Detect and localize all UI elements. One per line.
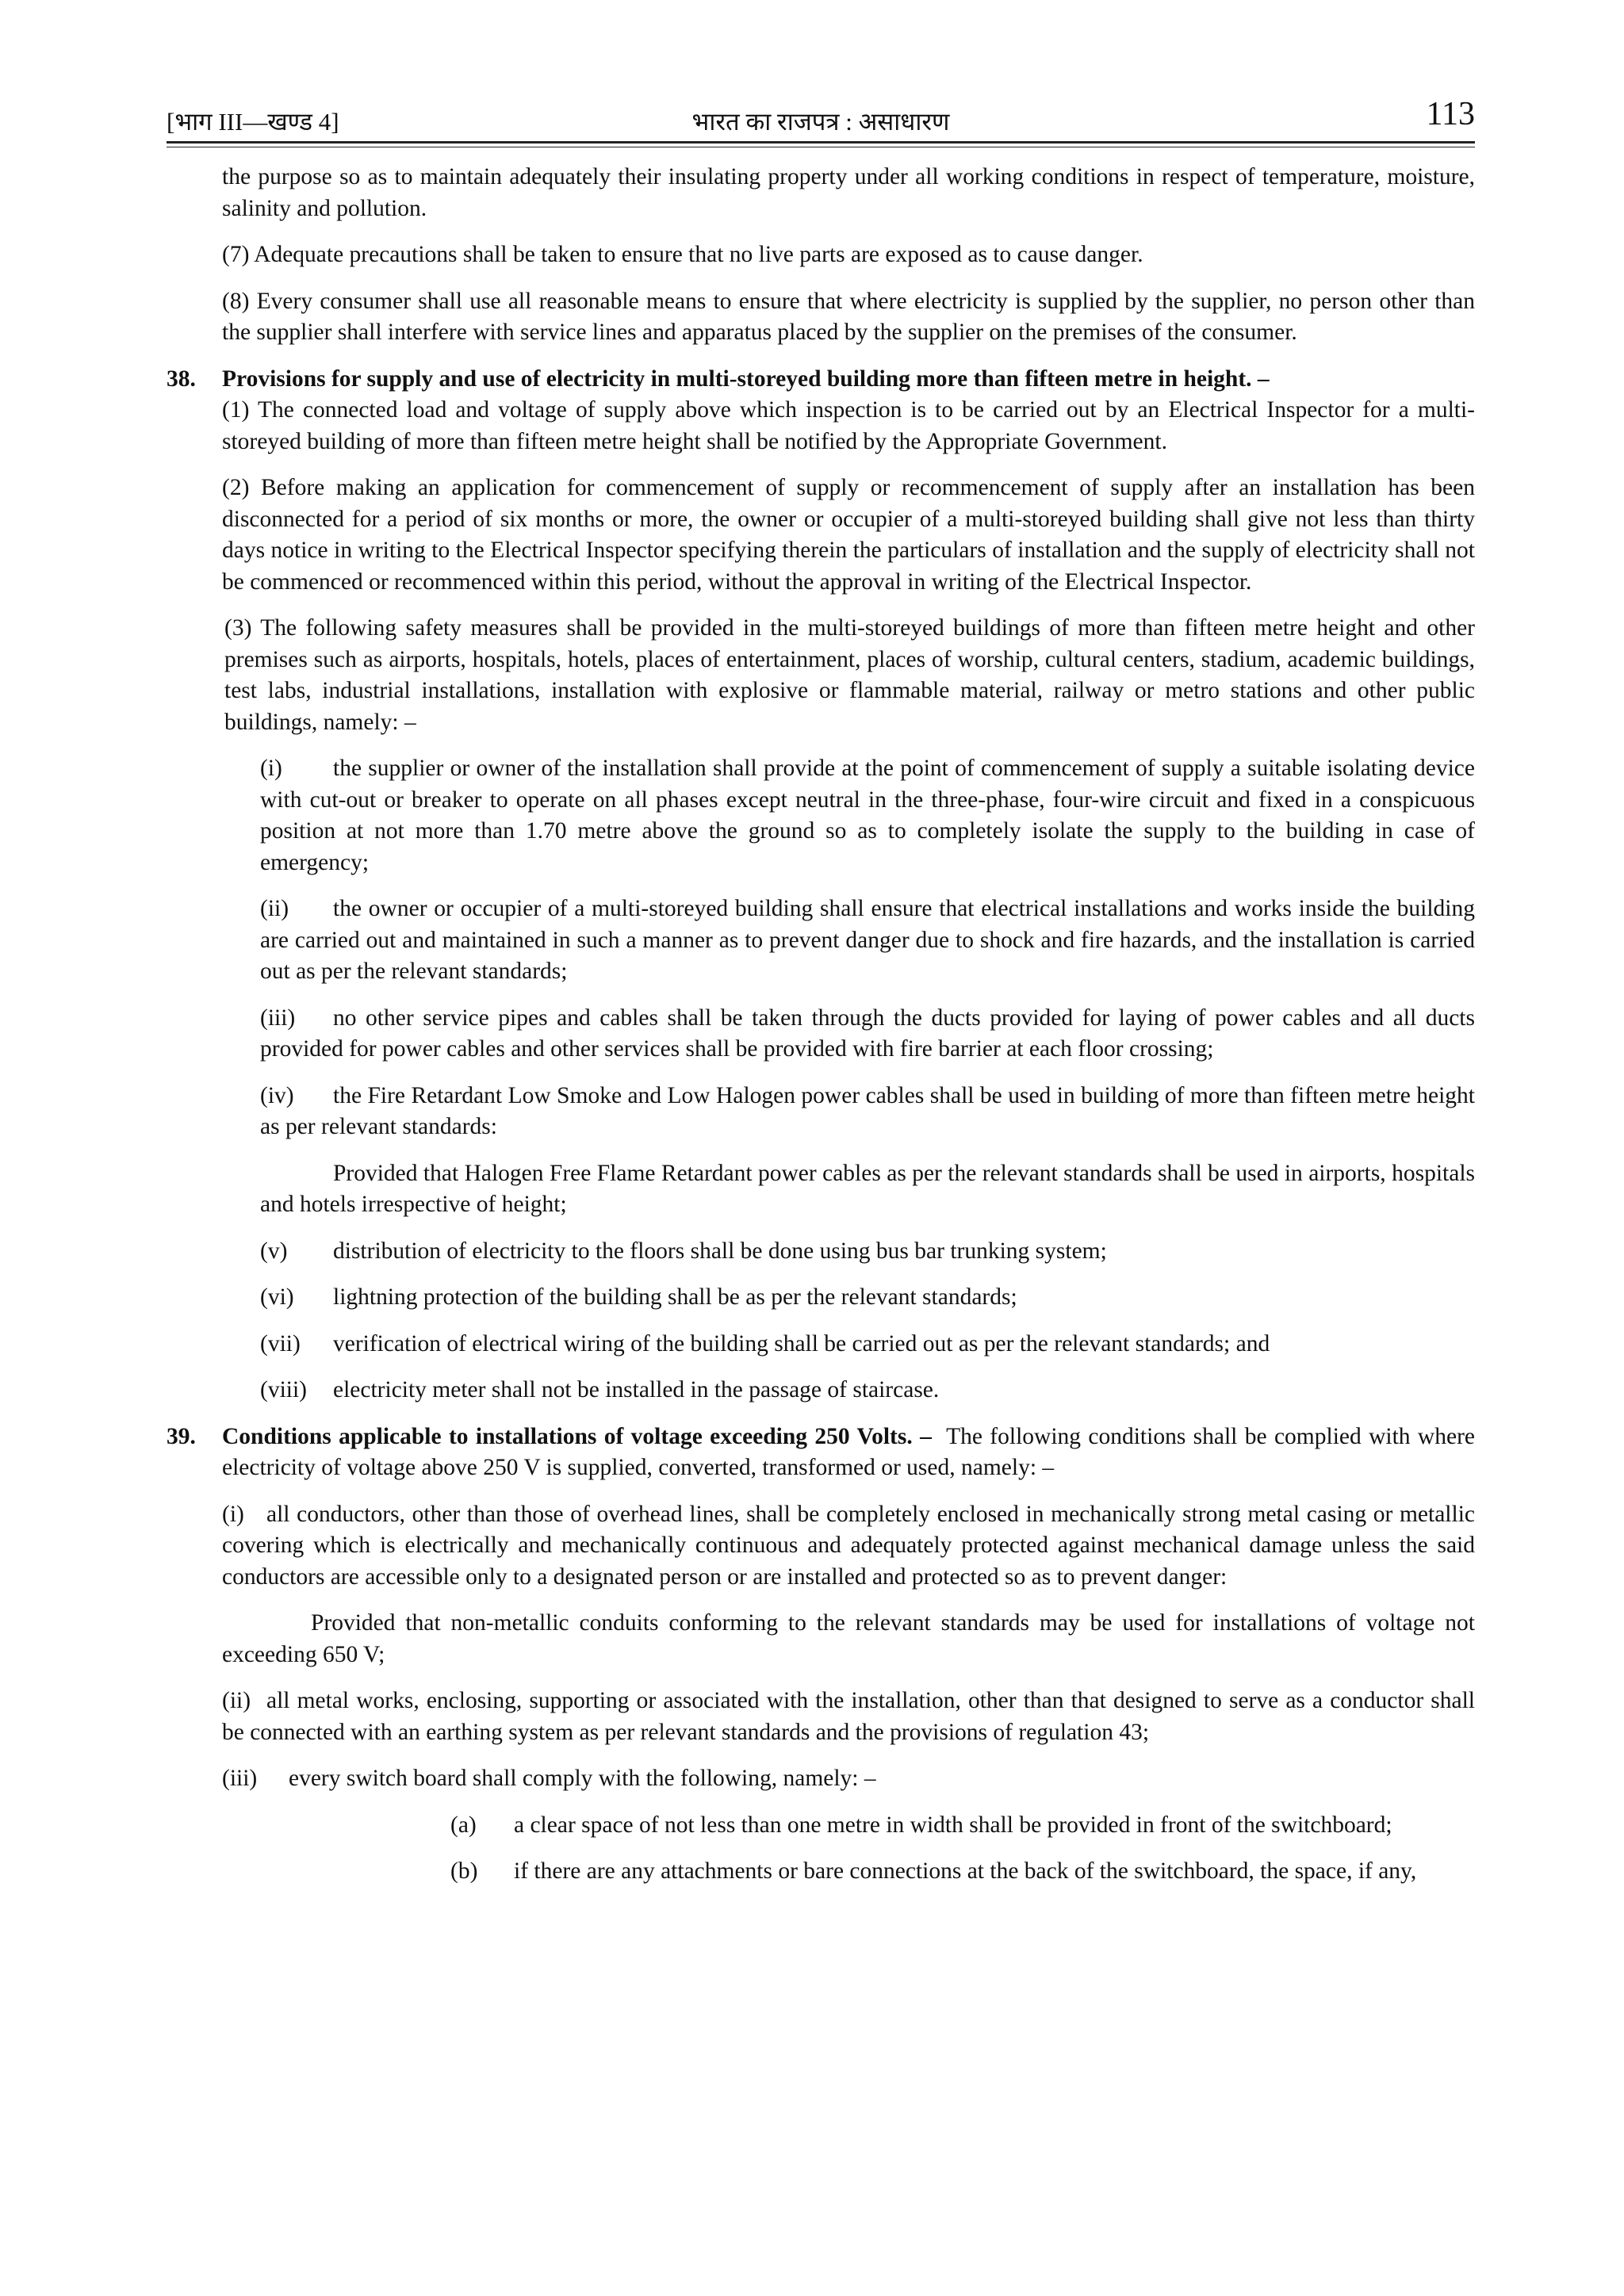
page-number: 113 — [1426, 96, 1475, 132]
item-iv — [260, 1081, 1475, 1143]
s39-item-i — [222, 1499, 1475, 1594]
item-viii-text: electricity meter shall not be installed in the passage of staircase. — [333, 1377, 940, 1402]
item-ii-text: the owner or occupier of a multi-storeyed building shall ensure that electrical installations and works inside the building are carried out and maintained in such a manner as to prevent danger due to shock and fire hazards, and the installation is carried out as per the relevant standards; — [260, 896, 1475, 984]
item-iv-label: (iv) — [260, 1082, 294, 1108]
continued-paragraph: the purpose so as to maintain adequately their insulating property under all working conditions in respect of temperature, moisture, salinity and pollution. — [222, 164, 1475, 221]
item-vii-text: verification of electrical wiring of the building shall be carried out as per the relevant standards; and — [333, 1330, 1270, 1357]
s39-sub-a-label: (a) — [450, 1812, 477, 1838]
section-38-heading: Provisions for supply and use of electricity in multi-storeyed building more than fifteen metre in height. – — [222, 365, 1270, 392]
item-vi — [260, 1282, 1475, 1314]
section-38-clause-1: (1) The connected load and voltage of supply above which inspection is to be carried out by an Electrical Inspector for a multi-storeyed building of more than fifteen metre height shall be notified by the Appropriate Government. — [222, 397, 1475, 454]
item-i-text: the supplier or owner of the installation shall provide at the point of commencement of supply a suitable isolating device with cut-out or breaker to operate on all phases except neutral in the three-phase, four-wire circuit and fixed in a conspicuous position at not more than 1.70 metre above the ground so as to completely isolate the supply to the building in case of emergency; — [260, 756, 1475, 875]
section-38 — [167, 364, 1475, 458]
item-vii — [260, 1329, 1475, 1360]
item-iii-label: (iii) — [260, 1004, 296, 1031]
clause-7: (7) Adequate precautions shall be taken to ensure that no live parts are exposed as to cause danger. — [222, 242, 1143, 267]
item-iii — [260, 1003, 1475, 1066]
item-iv-text: the Fire Retardant Low Smoke and Low Halogen power cables shall be used in building of more than fifteen metre height as per relevant standards: — [260, 1082, 1475, 1139]
gazette-title: भारत का राजपत्र : असाधारण — [691, 108, 950, 136]
item-i — [260, 753, 1475, 878]
section-39-number: 39. — [167, 1423, 196, 1449]
item-v-text: distribution of electricity to the floors shall be done using bus bar trunking system; — [333, 1238, 1107, 1264]
s39-sub-b — [450, 1856, 1475, 1888]
section-38-clause-3: (3) The following safety measures shall be provided in the multi-storeyed buildings of more than fifteen metre height and other premises such as airports, hospitals, hotels, places of entertainment, places of worship, cultural centers, stadium, academic buildings, test labs, industrial installations, installation with explosive or flammable material, railway or metro stations and other public buildings, namely: – — [224, 615, 1475, 735]
s39-item-i-text: all conductors, other than those of overhead lines, shall be completely enclosed in mechanically strong metal casing or metallic covering which is electrically and mechanically continuous and adequately protected against mechanical damage unless the said conductors are accessible only to a designated person or are installed and protected so as to prevent danger: — [222, 1501, 1475, 1590]
item-i-label: (i) — [260, 756, 282, 781]
s39-item-i-label: (i) — [222, 1501, 244, 1527]
s39-item-iii-text: every switch board shall comply with the following, namely: – — [289, 1766, 876, 1791]
item-vii-label: (vii) — [260, 1330, 301, 1357]
s39-item-ii-text: all metal works, enclosing, supporting or associated with the installation, other than that designed to serve as a conductor shall be connected with an earthing system as per relevant standards and the provisions of regulation 43; — [222, 1688, 1475, 1745]
s39-sub-a-text: a clear space of not less than one metre in width shall be provided in front of the switchboard; — [514, 1812, 1392, 1838]
section-39 — [167, 1422, 1475, 1484]
s39-sub-b-text: if there are any attachments or bare connections at the back of the switchboard, the space, if any, — [514, 1858, 1417, 1884]
part-section-label: [भाग III—खण्ड 4] — [167, 108, 339, 136]
item-viii-label: (viii) — [260, 1377, 307, 1402]
page-content — [167, 162, 1475, 1888]
s39-sub-a — [450, 1810, 1475, 1842]
page-header — [167, 87, 1475, 138]
item-ii-label: (ii) — [260, 896, 289, 921]
s39-item-ii — [222, 1686, 1475, 1748]
s39-item-iii-label: (iii) — [222, 1766, 258, 1791]
section-39-heading: Conditions applicable to installations of voltage exceeding 250 Volts. – — [222, 1423, 932, 1449]
s39-proviso: Provided that non-metallic conduits conforming to the relevant standards may be used for installations of voltage not exceeding 650 V; — [222, 1610, 1475, 1667]
section-38-clause-2: (2) Before making an application for commencement of supply or recommencement of supply after an installation has been disconnected for a period of six months or more, the owner or occupier of a multi-storeyed building shall give not less than thirty days notice in writing to the Electrical Inspector specifying therein the particulars of installation and the supply of electricity shall not be commenced or recommenced within this period, without the approval in writing of the Electrical Inspector. — [222, 475, 1475, 595]
section-39-intro: The following conditions shall be complied with where electricity of voltage above 250 V is supplied, converted, transformed or used, namely: – — [222, 1423, 1475, 1480]
section-38-number: 38. — [167, 365, 196, 392]
item-iii-text: no other service pipes and cables shall be taken through the ducts provided for laying of power cables and all ducts provided for power cables and other services shall be provided with fire barrier at each floor crossing; — [260, 1004, 1475, 1062]
s39-item-iii — [222, 1763, 1475, 1795]
item-v — [260, 1236, 1475, 1268]
item-vi-label: (vi) — [260, 1284, 294, 1310]
gazette-page — [167, 87, 1475, 1888]
item-ii — [260, 894, 1475, 988]
header-rule-thick — [167, 141, 1475, 144]
item-viii — [260, 1375, 1475, 1406]
item-iv-proviso: Provided that Halogen Free Flame Retardant power cables as per the relevant standards shall be used in airports, hospitals and hotels irrespective of height; — [260, 1160, 1475, 1217]
item-v-label: (v) — [260, 1238, 288, 1264]
clause-8: (8) Every consumer shall use all reasonable means to ensure that where electricity is supplied by the supplier, no person other than the supplier shall interfere with service lines and apparatus placed by the supplier on the premises of the consumer. — [222, 288, 1475, 345]
s39-sub-b-label: (b) — [450, 1858, 478, 1884]
item-vi-text: lightning protection of the building shall be as per the relevant standards; — [333, 1284, 1017, 1310]
s39-item-ii-label: (ii) — [222, 1688, 251, 1713]
